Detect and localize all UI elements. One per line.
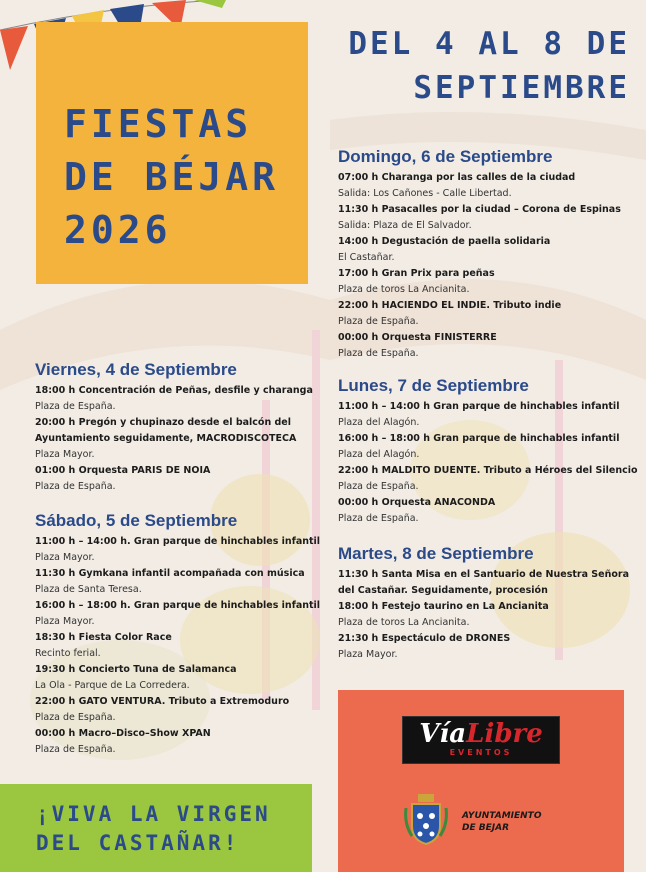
day-section-domingo bbox=[338, 147, 621, 362]
event-place: Plaza de España. bbox=[338, 481, 419, 492]
event-item: 11:30 h Pasacalles por la ciudad – Corona de Espinas bbox=[338, 204, 621, 215]
day-section-viernes bbox=[35, 360, 313, 495]
day-heading: Lunes, 7 de Septiembre bbox=[338, 376, 529, 395]
event-item: 18:00 h Festejo taurino en La Ancianita bbox=[338, 601, 549, 612]
event-place: Plaza de Santa Teresa. bbox=[35, 584, 142, 595]
coat-of-arms-icon bbox=[402, 794, 450, 846]
date-line-1: DEL 4 AL 8 DE bbox=[348, 26, 630, 62]
date-range bbox=[330, 22, 630, 110]
day-heading: Viernes, 4 de Septiembre bbox=[35, 360, 237, 379]
event-item-continued: del Castañar. Seguidamente, procesión bbox=[338, 585, 548, 596]
event-place: Plaza de España. bbox=[35, 712, 116, 723]
event-place: Plaza de España. bbox=[35, 744, 116, 755]
viva-line-2: DEL CASTAÑAR! bbox=[36, 831, 240, 855]
title-line-3: 2026 bbox=[64, 208, 172, 252]
event-item: 19:30 h Concierto Tuna de Salamanca bbox=[35, 664, 237, 675]
event-item: 11:30 h Gymkana infantil acompañada con música bbox=[35, 568, 305, 579]
day-section-martes bbox=[338, 544, 629, 663]
event-item: 11:00 h – 14:00 h Gran parque de hinchables infantil bbox=[338, 401, 620, 412]
day-section-sabado bbox=[35, 511, 320, 758]
event-item: 22:00 h HACIENDO EL INDIE. Tributo indie bbox=[338, 300, 562, 311]
event-place: Plaza Mayor. bbox=[338, 649, 398, 660]
ayto-line-1: AYUNTAMIENTO bbox=[462, 811, 542, 821]
event-item: 21:30 h Espectáculo de DRONES bbox=[338, 633, 511, 644]
event-item: 01:00 h Orquesta PARIS DE NOIA bbox=[35, 465, 211, 476]
event-item: 18:00 h Concentración de Peñas, desfile y charanga bbox=[35, 385, 313, 396]
event-place: Salida: Los Cañones - Calle Libertad. bbox=[338, 188, 512, 199]
ayto-line-2: DE BEJAR bbox=[462, 823, 510, 833]
event-place: Plaza Mayor. bbox=[35, 616, 95, 627]
event-place: El Castañar. bbox=[338, 252, 395, 263]
event-place: Plaza de España. bbox=[338, 316, 419, 327]
ayuntamiento-logo-text bbox=[462, 810, 541, 834]
event-item: 00:00 h Orquesta FINISTERRE bbox=[338, 332, 497, 343]
event-item: 16:00 h – 18:00 h. Gran parque de hinchables infantil bbox=[35, 600, 321, 611]
event-item: 11:30 h Santa Misa en el Santuario de Nuestra Señora bbox=[338, 569, 629, 580]
event-place: Plaza de España. bbox=[35, 401, 116, 412]
event-place: Plaza de toros La Ancianita. bbox=[338, 284, 470, 295]
event-place: La Ola - Parque de La Corredera. bbox=[35, 680, 190, 691]
date-line-2: SEPTIEMBRE bbox=[413, 70, 630, 106]
event-place: Plaza del Alagón. bbox=[338, 417, 420, 428]
viva-text bbox=[36, 800, 271, 858]
event-item: 18:30 h Fiesta Color Race bbox=[35, 632, 172, 643]
title-line-2: DE BÉJAR bbox=[64, 155, 280, 199]
via-libre-word-2: Libre bbox=[466, 719, 543, 749]
title-line-1: FIESTAS bbox=[64, 102, 253, 146]
day-heading: Martes, 8 de Septiembre bbox=[338, 544, 534, 563]
via-libre-subtitle: EVENTOS bbox=[449, 748, 513, 757]
event-item: 22:00 h MALDITO DUENTE. Tributo a Héroes del Silencio bbox=[338, 465, 638, 476]
via-libre-word-1: Vía bbox=[419, 719, 467, 749]
day-section-lunes bbox=[338, 376, 638, 527]
event-place: Plaza Mayor. bbox=[35, 552, 95, 563]
event-place: Plaza del Alagón. bbox=[338, 449, 420, 460]
event-item: 14:00 h Degustación de paella solidaria bbox=[338, 236, 551, 247]
event-item: 00:00 h Macro–Disco–Show XPAN bbox=[35, 728, 211, 739]
event-item: 11:00 h – 14:00 h. Gran parque de hinchables infantil bbox=[35, 536, 321, 547]
event-place: Plaza de España. bbox=[35, 481, 116, 492]
event-title bbox=[64, 98, 279, 257]
event-place: Plaza Mayor. bbox=[35, 449, 95, 460]
event-place: Plaza de toros La Ancianita. bbox=[338, 617, 470, 628]
event-item: 20:00 h Pregón y chupinazo desde el balcón del bbox=[35, 417, 292, 428]
event-item-continued: Ayuntamiento seguidamente, MACRODISCOTECA bbox=[35, 433, 297, 444]
event-place: Recinto ferial. bbox=[35, 648, 101, 659]
day-heading: Sábado, 5 de Septiembre bbox=[35, 511, 238, 530]
viva-line-1: ¡VIVA LA VIRGEN bbox=[36, 802, 271, 826]
event-item: 07:00 h Charanga por las calles de la ciudad bbox=[338, 172, 576, 183]
day-heading: Domingo, 6 de Septiembre bbox=[338, 147, 553, 166]
event-item: 22:00 h GATO VENTURA. Tributo a Extremoduro bbox=[35, 696, 290, 707]
event-item: 17:00 h Gran Prix para peñas bbox=[338, 268, 495, 279]
event-place: Plaza de España. bbox=[338, 348, 419, 359]
event-item: 16:00 h – 18:00 h Gran parque de hinchables infantil bbox=[338, 433, 620, 444]
event-item: 00:00 h Orquesta ANACONDA bbox=[338, 497, 496, 508]
event-place: Plaza de España. bbox=[338, 513, 419, 524]
via-libre-logo bbox=[402, 716, 560, 764]
event-place: Salida: Plaza de El Salvador. bbox=[338, 220, 472, 231]
